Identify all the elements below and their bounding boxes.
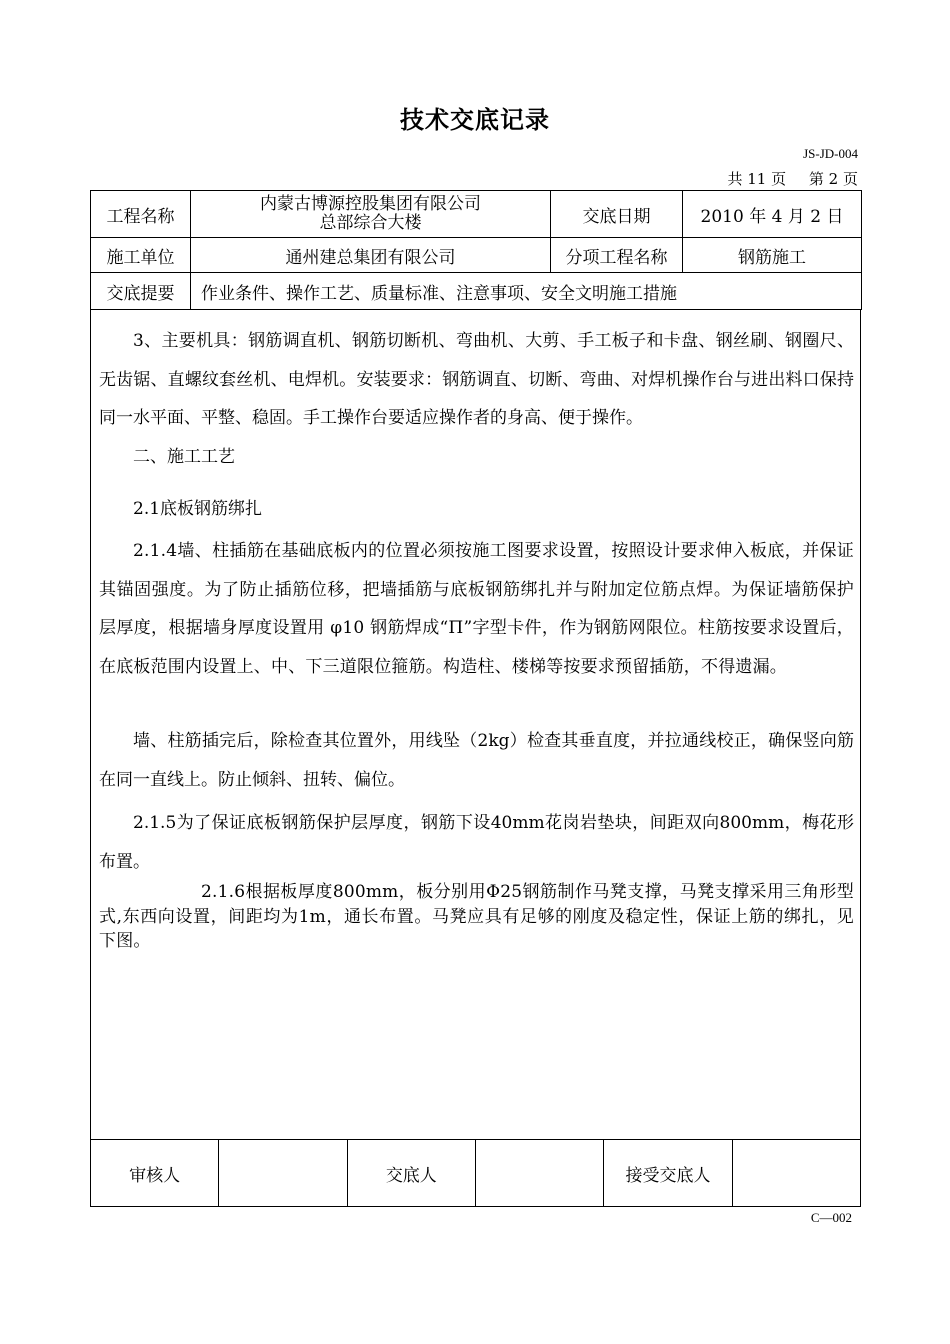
project-label: 工程名称 [91,191,191,238]
builder-value: 通州建总集团有限公司 [191,238,551,273]
section-heading: 二、施工工艺 [133,447,235,467]
subsection-heading: 2.1底板钢筋绑扎 [133,499,263,519]
date-value: 2010 年 4 月 2 日 [683,191,862,238]
subitem-value: 钢筋施工 [683,238,862,273]
date-label: 交底日期 [551,191,683,238]
project-name [191,191,551,238]
paragraph-tools: 3、主要机具：钢筋调直机、钢筋切断机、弯曲机、大剪、手工板子和卡盘、钢丝刷、钢圈尺、无齿锯、直螺纹套丝机、电焊机。安装要求：钢筋调直、切断、弯曲、对焊机操作台与进出料口保持同一水平面、平整、稳固。手工操作台要适应操作者的身高、便于操作。 [99,331,854,428]
document-title: 技术交底记录 [400,105,550,134]
reviewer-label: 审核人 [91,1140,219,1207]
project-name-line1: 内蒙古博源控股集团有限公司 [260,194,481,214]
builder-label: 施工单位 [91,238,191,273]
document-code: JS-JD-004 [803,146,858,161]
signature-table [90,1139,861,1207]
paragraph-2-1-6: 2.1.6根据板厚度800mm，板分别用Φ25钢筋制作马凳支撑，马凳支撑采用三角形型式,东西向设置，间距均为1m，通长布置。马凳应具有足够的刚度及稳定性，保证上筋的绑扎，见下图。 [99,882,854,951]
paragraph-2-1-4: 2.1.4墙、柱插筋在基础底板内的位置必须按施工图要求设置，按照设计要求伸入板底，并保证其锚固强度。为了防止插筋位移，把墙插筋与底板钢筋绑扎并与附加定位筋点焊。为保证墙筋保护层厚度，根据墙身厚度设置用 φ10 钢筋焊成“Π”字型卡件，作为钢筋网限位。柱筋按要求设置后，在底板范围内设置上、中、下三道限位箍筋。构造柱、楼梯等按要求预留插筋，不得遗漏。 [99,541,854,677]
summary-label: 交底提要 [91,273,191,310]
summary-value: 作业条件、操作工艺、质量标准、注意事项、安全文明施工措施 [191,273,862,310]
paragraph-2-1-5: 2.1.5为了保证底板钢筋保护层厚度，钢筋下设40mm花岗岩垫块，间距双向800mm，梅花形布置。 [99,813,854,872]
subitem-label: 分项工程名称 [551,238,683,273]
disclosure-form [90,190,862,310]
receiver-field[interactable] [732,1140,860,1207]
discloser-field[interactable] [475,1140,603,1207]
page-info [710,168,859,189]
discloser-label: 交底人 [347,1140,475,1207]
footer-code: C—002 [810,1210,852,1225]
reviewer-field[interactable] [219,1140,347,1207]
paragraph-inspection: 墙、柱筋插完后，除检查其位置外，用线坠（2kg）检查其垂直度，并拉通线校正，确保竖向筋在同一直线上。防止倾斜、扭转、偏位。 [99,731,854,790]
page-current: 第 2 页 [808,170,858,188]
content-area [90,310,861,1139]
project-name-line2: 总部综合大楼 [319,213,422,233]
receiver-label: 接受交底人 [604,1140,732,1207]
page-total: 共 11 页 [727,170,787,188]
